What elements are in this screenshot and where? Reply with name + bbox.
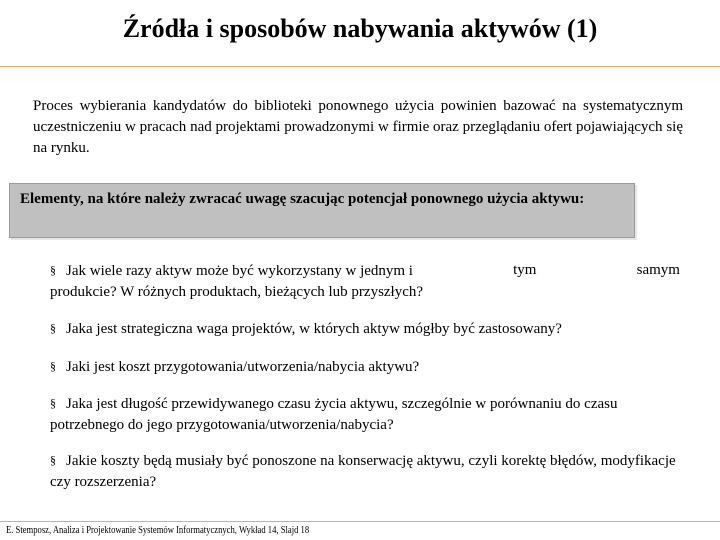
bullet-text: produkcie? W różnych produktach, bieżących lub przyszłych? [50,284,424,300]
bullet-marker: § [50,359,56,373]
slide-title: Źródła i sposobów nabywania aktywów (1) [122,14,598,43]
bullet-text: Jaka jest długość przewidywanego czasu życia aktywu, szczególnie w porównaniu do czasu potrzebnego do jego przygotowania/utworzenia/nabycia? [50,396,618,433]
footer-caption: E. Stemposz, Analiza i Projektowanie Systemów Informatycznych, Wykład 14, Slajd 18 [6,525,310,536]
bullet-marker: § [50,396,56,410]
bullet-text: samym [636,262,680,278]
bullet-text: Jaki jest koszt przygotowania/utworzenia/nabycia aktywu? [66,359,420,375]
bullet-marker: § [50,321,56,335]
bullet-text: Jak wiele razy aktyw może być wykorzystany w jednym i [66,263,413,279]
bullet-text: Jakie koszty będą musiały być ponoszone na konserwację aktywu, czyli korektę błędów, modyfikacje czy rozszerzenia? [50,453,676,490]
bullet-item-reuse-count [50,260,682,303]
intro-paragraph: Proces wybierania kandydatów do biblioteki ponownego użycia powinien bazować na systematycznym uczestniczeniu w pracach nad projektami prowadzonymi w firmie oraz przeglądaniu ofert pojawiających się na rynku. [33,98,683,156]
callout-box: Elementy, na które należy zwracać uwagę szacując potencjał ponownego użycia aktywu: [9,183,635,238]
footer-divider [0,521,720,522]
bullet-text: Jaka jest strategiczna waga projektów, w których aktyw mógłby być zastosowany? [66,321,562,337]
bullet-item-cost [50,356,682,378]
bullet-text: tym [513,262,537,278]
title-divider [0,66,720,67]
bullet-item-strategic-weight [50,318,682,340]
bullet-marker: § [50,263,56,277]
bullet-item-lifetime [50,393,682,436]
bullet-item-maintenance [50,450,682,493]
bullet-marker: § [50,453,56,467]
